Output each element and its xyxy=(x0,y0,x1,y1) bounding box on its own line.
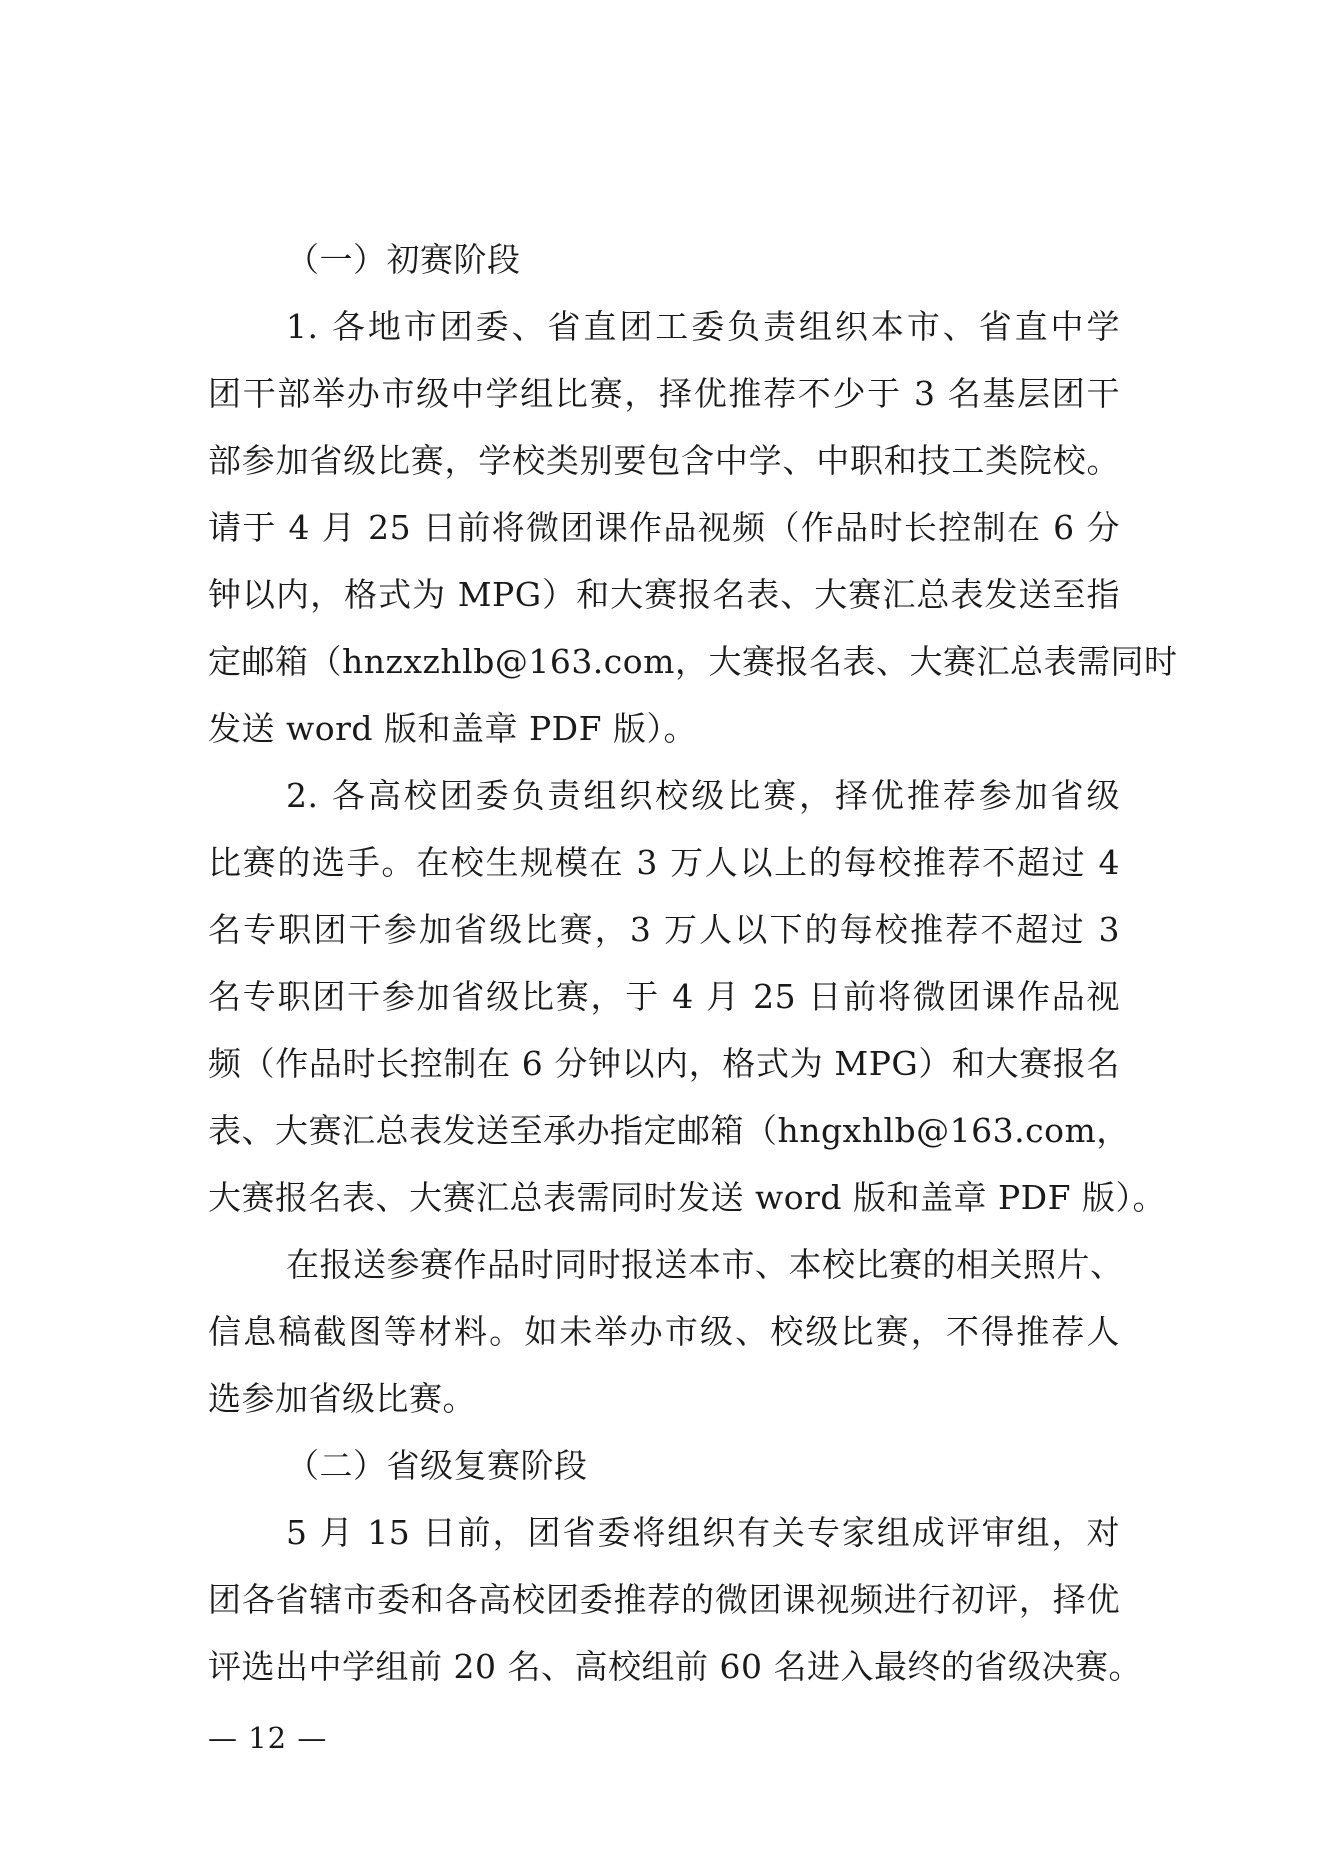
document-body xyxy=(208,226,1178,1700)
paragraph-line: 5 月 15 日前，团省委将组织有关专家组成评审组，对 xyxy=(286,1513,1120,1552)
paragraph-line: 评选出中学组前 20 名、高校组前 60 名进入最终的省级决赛。 xyxy=(208,1647,1142,1686)
paragraph-line: 请于 4 月 25 日前将微团课作品视频（作品时长控制在 6 分 xyxy=(208,508,1120,547)
paragraph-line: 在报送参赛作品时同时报送本市、本校比赛的相关照片、 xyxy=(286,1245,1124,1284)
paragraph-line: 比赛的选手。在校生规模在 3 万人以上的每校推荐不超过 4 xyxy=(208,843,1120,882)
paragraph-line: 选参加省级比赛。 xyxy=(208,1379,476,1418)
paragraph-line: 大赛报名表、大赛汇总表需同时发送 word 版和盖章 PDF 版）。 xyxy=(208,1178,1167,1217)
paragraph-line: 名专职团干参加省级比赛，3 万人以下的每校推荐不超过 3 xyxy=(208,910,1120,949)
paragraph-line: 团干部举办市级中学组比赛，择优推荐不少于 3 名基层团干 xyxy=(208,374,1120,413)
paragraph-line: 团各省辖市委和各高校团委推荐的微团课视频进行初评，择优 xyxy=(208,1580,1120,1619)
paragraph-line: 定邮箱（hnzxzhlb@163.com，大赛报名表、大赛汇总表需同时 xyxy=(208,642,1178,681)
paragraph-line: 2. 各高校团委负责组织校级比赛，择优推荐参加省级 xyxy=(286,776,1120,815)
section-heading-preliminary: （一）初赛阶段 xyxy=(286,240,521,279)
paragraph-line: 钟以内，格式为 MPG）和大赛报名表、大赛汇总表发送至指 xyxy=(208,575,1120,614)
paragraph-line: 1. 各地市团委、省直团工委负责组织本市、省直中学 xyxy=(286,307,1120,346)
paragraph-line: 名专职团干参加省级比赛，于 4 月 25 日前将微团课作品视 xyxy=(208,977,1120,1016)
paragraph-line: 表、大赛汇总表发送至承办指定邮箱（hngxhlb@163.com， xyxy=(208,1111,1130,1150)
paragraph-line: 频（作品时长控制在 6 分钟以内，格式为 MPG）和大赛报名 xyxy=(208,1044,1120,1083)
paragraph-line: 部参加省级比赛，学校类别要包含中学、中职和技工类院校。 xyxy=(208,441,1120,480)
paragraph-line: 信息稿截图等材料。如未举办市级、校级比赛，不得推荐人 xyxy=(208,1312,1120,1351)
page-number: — 12 — xyxy=(208,1721,328,1755)
paragraph-line: 发送 word 版和盖章 PDF 版）。 xyxy=(208,709,698,748)
section-heading-provincial-semifinal: （二）省级复赛阶段 xyxy=(286,1446,588,1485)
